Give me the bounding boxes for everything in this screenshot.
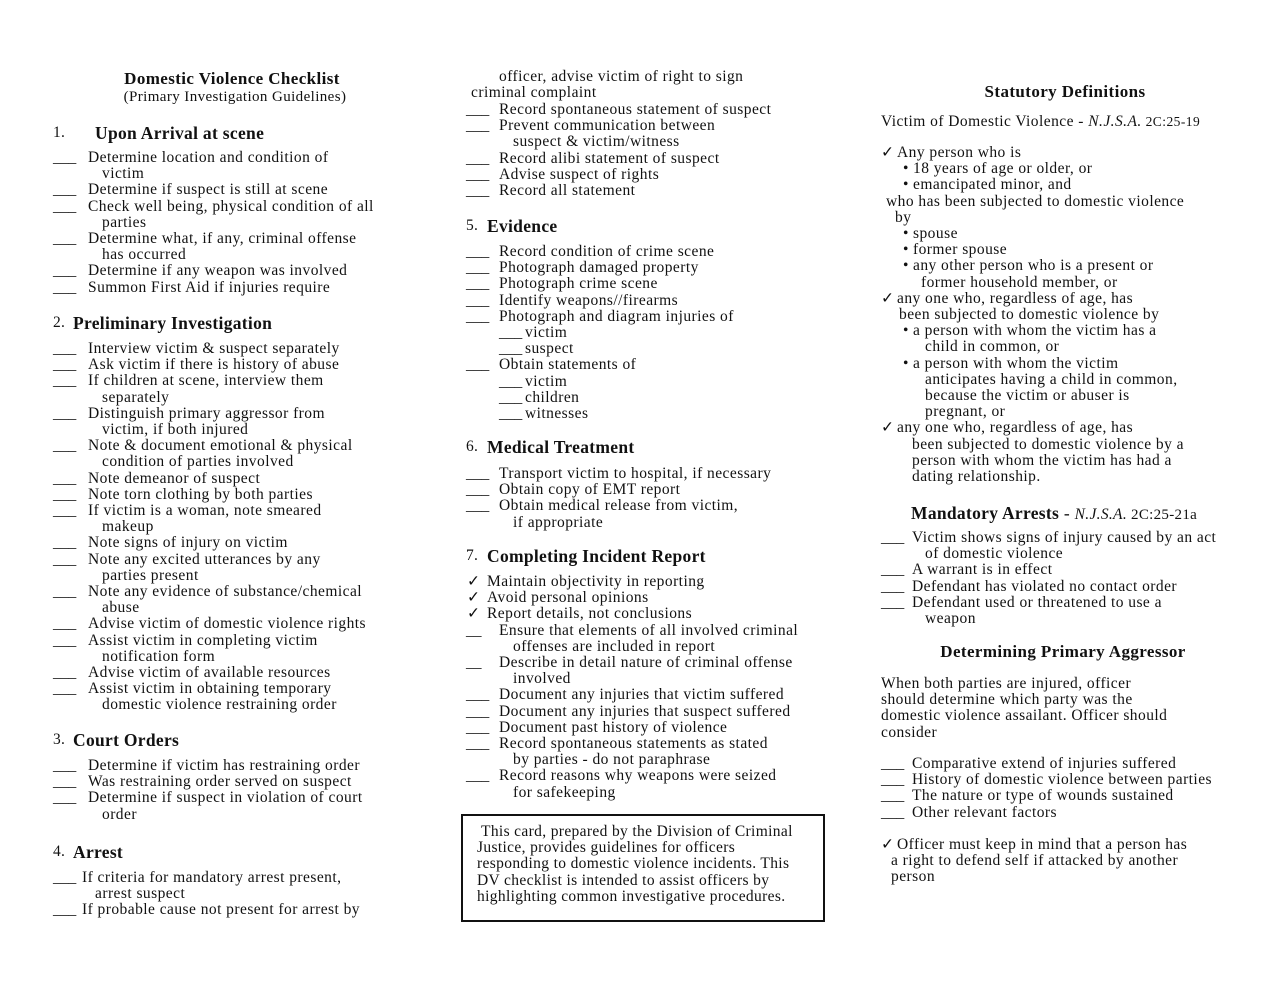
checkbox-blank[interactable]: ___ bbox=[53, 664, 77, 681]
section-heading: Preliminary Investigation bbox=[73, 313, 273, 333]
bullet-icon: • bbox=[903, 322, 909, 340]
checklist-item-text: Assist victim in completing victim bbox=[88, 631, 318, 649]
definition-text: who has been subjected to domestic violence bbox=[886, 192, 1185, 210]
checklist-item-text: Obtain copy of EMT report bbox=[499, 481, 681, 499]
checkbox-blank[interactable]: ___ bbox=[881, 787, 905, 805]
checkbox-blank[interactable]: ___ bbox=[53, 485, 77, 503]
checklist-item-text: Note signs of injury on victim bbox=[88, 534, 288, 552]
info-box-text: DV checklist is intended to assist officers by bbox=[477, 871, 770, 889]
page-title: Domestic Violence Checklist bbox=[124, 69, 340, 88]
checklist-item-text: Advise victim of domestic violence rights bbox=[88, 615, 367, 633]
info-box-text: highlighting common investigative procedures. bbox=[477, 887, 786, 905]
checklist-item-text: Advise victim of available resources bbox=[88, 664, 331, 681]
checklist-item-text: Advise suspect of rights bbox=[499, 165, 660, 183]
checkbox-blank[interactable]: ___ bbox=[53, 149, 77, 166]
note-text: Officer must keep in mind that a person has bbox=[897, 836, 1188, 853]
bullet-icon: • bbox=[903, 354, 909, 372]
checkbox-blank[interactable]: ___ bbox=[499, 405, 523, 422]
checkbox-blank[interactable]: ___ bbox=[466, 718, 490, 736]
checklist-subitem-text: children bbox=[525, 388, 580, 406]
checklist-item-text: Document any injuries that victim suffered bbox=[499, 686, 785, 704]
checkbox-blank[interactable]: ___ bbox=[466, 735, 490, 752]
checklist-item-text: Prevent communication between bbox=[499, 117, 716, 135]
checkbox-blank[interactable]: ___ bbox=[499, 340, 523, 358]
checkbox-blank[interactable]: ___ bbox=[466, 686, 490, 704]
checklist-item-text: arrest suspect bbox=[95, 885, 186, 903]
checkbox-blank[interactable]: ___ bbox=[53, 197, 77, 215]
checkbox-blank[interactable]: ___ bbox=[53, 615, 77, 633]
statute-citation: N.J.S.A. bbox=[1074, 506, 1127, 523]
checkbox-blank[interactable]: ___ bbox=[53, 773, 77, 791]
checklist-item-text: Transport victim to hospital, if necessary bbox=[499, 465, 772, 482]
checkbox-blank[interactable]: ___ bbox=[53, 356, 77, 374]
checklist-item-text: Record spontaneous statement of suspect bbox=[499, 101, 772, 118]
mandatory-arrests-heading bbox=[911, 503, 1197, 525]
checkbox-blank[interactable]: ___ bbox=[53, 404, 77, 422]
check-mark-icon: ✓ bbox=[881, 836, 894, 853]
checkbox-blank[interactable]: ___ bbox=[466, 497, 490, 515]
checklist-item-text: parties bbox=[102, 213, 147, 231]
checklist-item-text: Ensure that elements of all involved criminal bbox=[499, 621, 799, 639]
checkbox-blank[interactable]: ___ bbox=[53, 583, 77, 600]
section-heading: Completing Incident Report bbox=[487, 546, 706, 566]
checklist-item-text: Note demeanor of suspect bbox=[88, 469, 261, 487]
checklist-item-text: Defendant has violated no contact order bbox=[912, 577, 1178, 595]
checkbox-blank[interactable]: ___ bbox=[53, 789, 77, 807]
checklist-item-text: condition of parties involved bbox=[102, 453, 294, 471]
checklist-item-text: offenses are included in report bbox=[513, 637, 716, 655]
checklist-item-text: Determine what, if any, criminal offense bbox=[88, 230, 357, 247]
checklist-item-text: Record alibi statement of suspect bbox=[499, 149, 720, 167]
definition-text: a person with whom the victim has a bbox=[913, 322, 1157, 340]
checklist-item-text: The nature or type of wounds sustained bbox=[912, 787, 1174, 805]
definition-text: former household member, or bbox=[921, 273, 1118, 291]
definition-text: anticipates having a child in common, bbox=[925, 370, 1178, 388]
check-mark-icon: ✓ bbox=[467, 589, 480, 607]
section-number: 4. bbox=[53, 843, 66, 860]
checklist-subitem-text: victim bbox=[525, 372, 568, 390]
info-box-text: responding to domestic violence incidents. This bbox=[477, 855, 790, 873]
statute-code: 2C:25-19 bbox=[1141, 114, 1201, 129]
checklist-item-text: notification form bbox=[102, 647, 216, 665]
checklist-item-text: weapon bbox=[925, 610, 976, 627]
checklist-item-text: has occurred bbox=[102, 246, 187, 264]
check-mark-icon: ✓ bbox=[881, 289, 894, 307]
definitions-heading: Statutory Definitions bbox=[984, 82, 1146, 101]
checklist-item-text: Maintain objectivity in reporting bbox=[487, 573, 705, 590]
checklist-item-text: History of domestic violence between parties bbox=[912, 771, 1213, 789]
checklist-item-text: officer, advise victim of right to sign bbox=[499, 68, 744, 85]
checklist-item-text: Victim shows signs of injury caused by an act bbox=[912, 529, 1217, 546]
bullet-icon: • bbox=[903, 257, 909, 275]
definition-text: by bbox=[895, 208, 912, 226]
checklist-item-text: criminal complaint bbox=[471, 84, 597, 101]
bullet-icon: • bbox=[903, 241, 909, 259]
checkbox-blank[interactable]: ___ bbox=[53, 631, 77, 649]
checkbox-blank[interactable]: ___ bbox=[881, 755, 905, 772]
checkbox-blank[interactable]: ___ bbox=[466, 149, 490, 167]
checklist-item-text: Interview victim & suspect separately bbox=[88, 340, 340, 357]
note-text: person bbox=[891, 868, 936, 886]
checkbox-blank[interactable]: ___ bbox=[881, 529, 905, 546]
definition-text: because the victim or abuser is bbox=[925, 387, 1130, 404]
checkbox-blank[interactable]: ___ bbox=[466, 259, 490, 277]
checkbox-blank[interactable]: ___ bbox=[53, 262, 77, 280]
checkbox-blank[interactable]: ___ bbox=[881, 771, 905, 789]
checklist-item-text: Summon First Aid if injuries require bbox=[88, 278, 331, 296]
checkbox-blank[interactable]: __ bbox=[466, 621, 482, 639]
mandatory-arrests-title: Mandatory Arrests bbox=[911, 503, 1060, 523]
bullet-icon: • bbox=[903, 160, 909, 178]
section-heading: Medical Treatment bbox=[487, 437, 635, 457]
bullet-icon: • bbox=[903, 176, 909, 194]
section-number: 1. bbox=[53, 124, 66, 141]
definition-text: been subjected to domestic violence by bbox=[899, 306, 1160, 323]
section-number: 3. bbox=[53, 731, 66, 748]
definition-text: Any person who is bbox=[897, 144, 1022, 161]
checkbox-blank[interactable]: ___ bbox=[466, 275, 490, 293]
checkbox-blank[interactable]: ___ bbox=[466, 117, 490, 135]
checklist-subitem-text: witnesses bbox=[525, 405, 589, 422]
checklist-item-text: Determine if suspect is still at scene bbox=[88, 181, 329, 199]
checklist-item-text: Photograph crime scene bbox=[499, 275, 658, 293]
checklist-item-text: parties present bbox=[102, 566, 199, 584]
checklist-item-text: If probable cause not present for arrest by bbox=[82, 901, 361, 919]
checklist-item-text: Distinguish primary aggressor from bbox=[88, 404, 325, 422]
checkbox-blank[interactable]: ___ bbox=[466, 165, 490, 183]
checkbox-blank[interactable]: ___ bbox=[53, 372, 77, 390]
checkbox-blank[interactable]: ___ bbox=[53, 181, 77, 199]
paragraph-text: When both parties are injured, officer bbox=[881, 675, 1132, 692]
definition-text: any one who, regardless of age, has bbox=[897, 419, 1134, 437]
checklist-item-text: Determine if any weapon was involved bbox=[88, 262, 348, 280]
checkbox-blank[interactable]: ___ bbox=[881, 803, 905, 821]
checklist-item-text: if appropriate bbox=[513, 513, 604, 531]
checklist-item-text: domestic violence restraining order bbox=[102, 696, 337, 714]
checklist-item-text: suspect & victim/witness bbox=[513, 133, 680, 151]
check-mark-icon: ✓ bbox=[467, 605, 480, 623]
check-mark-icon: ✓ bbox=[881, 144, 894, 161]
definition-text: former spouse bbox=[913, 241, 1008, 259]
checklist-item-text: Record all statement bbox=[499, 182, 636, 199]
checklist-item-text: Determine if suspect in violation of court bbox=[88, 789, 363, 807]
checklist-item-text: Defendant used or threatened to use a bbox=[912, 593, 1162, 611]
statute-citation: N.J.S.A. bbox=[1088, 113, 1142, 130]
check-mark-icon: ✓ bbox=[881, 419, 894, 437]
checklist-item-text: victim, if both injured bbox=[102, 421, 249, 438]
checkbox-blank[interactable]: ___ bbox=[53, 550, 77, 568]
checklist-item-text: Determine if victim has restraining order bbox=[88, 757, 360, 774]
checkbox-blank[interactable]: ___ bbox=[499, 372, 523, 390]
checklist-item-text: Note torn clothing by both parties bbox=[88, 485, 313, 503]
checklist-item-text: Assist victim in obtaining temporary bbox=[88, 680, 332, 698]
checklist-item-text: Check well being, physical condition of all bbox=[88, 197, 374, 215]
checklist-item-text: Ask victim if there is history of abuse bbox=[88, 356, 340, 374]
primary-aggressor-heading: Determining Primary Aggressor bbox=[940, 642, 1186, 661]
checkbox-blank[interactable]: ___ bbox=[466, 101, 490, 118]
checkbox-blank[interactable]: ___ bbox=[53, 901, 77, 919]
bullet-icon: • bbox=[903, 225, 909, 242]
definition-text: any one who, regardless of age, has bbox=[897, 289, 1134, 307]
section-heading: Court Orders bbox=[73, 730, 180, 750]
section-number: 2. bbox=[53, 314, 66, 331]
checklist-item-text: by parties - do not paraphrase bbox=[513, 751, 711, 769]
checklist-item-text: If victim is a woman, note smeared bbox=[88, 502, 322, 519]
checkbox-blank[interactable]: ___ bbox=[53, 278, 77, 296]
checklist-item-text: Photograph and diagram injuries of bbox=[499, 307, 734, 325]
definition-text: person with whom the victim has had a bbox=[912, 451, 1172, 469]
checkbox-blank[interactable]: ___ bbox=[53, 869, 77, 886]
checklist-subitem-text: suspect bbox=[525, 340, 574, 358]
checklist-item-text: of domestic violence bbox=[925, 545, 1064, 563]
victim-definition-label bbox=[881, 113, 1200, 131]
checkbox-blank[interactable]: ___ bbox=[499, 324, 523, 341]
checklist-item-text: abuse bbox=[102, 599, 140, 617]
checkbox-blank[interactable]: ___ bbox=[53, 757, 77, 774]
checklist-subitem-text: victim bbox=[525, 324, 568, 341]
definition-text: 18 years of age or older, or bbox=[913, 160, 1093, 178]
checklist-item-text: Describe in detail nature of criminal offense bbox=[499, 654, 793, 671]
definition-text: emancipated minor, and bbox=[913, 176, 1072, 194]
checkbox-blank[interactable]: ___ bbox=[466, 356, 490, 374]
checkbox-blank[interactable]: ___ bbox=[53, 469, 77, 487]
checkbox-blank[interactable]: ___ bbox=[881, 561, 905, 579]
statute-code: 2C:25-21a bbox=[1127, 507, 1198, 523]
checklist-item-text: involved bbox=[513, 670, 571, 688]
checklist-item-text: A warrant is in effect bbox=[912, 561, 1053, 579]
note-text: a right to defend self if attacked by another bbox=[891, 852, 1179, 870]
section-number: 6. bbox=[466, 438, 479, 455]
section-number: 7. bbox=[466, 547, 479, 564]
checklist-item-text: order bbox=[102, 805, 137, 823]
checkbox-blank[interactable]: ___ bbox=[466, 465, 490, 482]
definition-text: been subjected to domestic violence by a bbox=[912, 435, 1184, 453]
checkbox-blank[interactable]: ___ bbox=[466, 307, 490, 325]
victim-label-text: Victim of Domestic Violence - bbox=[881, 113, 1089, 130]
checklist-item-text: If children at scene, interview them bbox=[88, 372, 324, 390]
checklist-item-text: makeup bbox=[102, 518, 154, 536]
checklist-item-text: Avoid personal opinions bbox=[487, 589, 649, 607]
checkbox-blank[interactable]: ___ bbox=[499, 388, 523, 406]
checkbox-blank[interactable]: ___ bbox=[53, 680, 77, 698]
section-number: 5. bbox=[466, 217, 479, 234]
checkbox-blank[interactable]: ___ bbox=[881, 577, 905, 595]
check-mark-icon: ✓ bbox=[467, 573, 480, 590]
checklist-item-text: for safekeeping bbox=[513, 783, 616, 801]
definition-text: any other person who is a present or bbox=[913, 257, 1154, 275]
checkbox-blank[interactable]: ___ bbox=[53, 437, 77, 455]
checkbox-blank[interactable]: ___ bbox=[466, 481, 490, 499]
checklist-item-text: Identify weapons//firearms bbox=[499, 291, 679, 309]
section-heading: Arrest bbox=[73, 842, 124, 862]
checkbox-blank[interactable]: ___ bbox=[53, 502, 77, 519]
checklist-item-text: If criteria for mandatory arrest present, bbox=[82, 869, 342, 886]
checklist-item-text: separately bbox=[102, 388, 170, 406]
definition-text: pregnant, or bbox=[925, 403, 1006, 421]
checklist-item-text: Document any injuries that suspect suffered bbox=[499, 702, 791, 720]
checklist-item-text: Obtain medical release from victim, bbox=[499, 497, 739, 515]
checklist-item-text: Note & document emotional & physical bbox=[88, 437, 353, 455]
info-box-text: This card, prepared by the Division of Criminal bbox=[481, 823, 793, 840]
checklist-item-text: Report details, not conclusions bbox=[487, 605, 693, 623]
definition-text: child in common, or bbox=[925, 338, 1060, 356]
checkbox-blank[interactable]: ___ bbox=[53, 230, 77, 247]
page-subtitle: (Primary Investigation Guidelines) bbox=[123, 89, 347, 105]
checklist-item-text: Obtain statements of bbox=[499, 356, 637, 374]
checkbox-blank[interactable]: ___ bbox=[881, 593, 905, 611]
checklist-item-text: victim bbox=[102, 165, 145, 183]
section-heading: Upon Arrival at scene bbox=[95, 123, 265, 143]
checkbox-blank[interactable]: ___ bbox=[466, 243, 490, 260]
checkbox-blank[interactable]: ___ bbox=[466, 767, 490, 785]
checkbox-blank[interactable]: ___ bbox=[466, 702, 490, 720]
checklist-item-text: Document past history of violence bbox=[499, 718, 728, 736]
checklist-item-text: Determine location and condition of bbox=[88, 149, 329, 166]
definition-text: a person with whom the victim bbox=[913, 354, 1119, 372]
definition-text: spouse bbox=[913, 225, 958, 242]
checkbox-blank[interactable]: __ bbox=[466, 654, 482, 671]
checklist-item-text: Record condition of crime scene bbox=[499, 243, 715, 260]
checklist-item-text: Other relevant factors bbox=[912, 803, 1058, 821]
checklist-item-text: Photograph damaged property bbox=[499, 259, 699, 277]
checklist-item-text: Note any evidence of substance/chemical bbox=[88, 583, 363, 600]
checklist-item-text: Was restraining order served on suspect bbox=[88, 773, 352, 791]
checklist-item-text: Comparative extend of injuries suffered bbox=[912, 755, 1177, 772]
checkbox-blank[interactable]: ___ bbox=[53, 340, 77, 357]
paragraph-text: consider bbox=[881, 723, 938, 741]
definition-text: dating relationship. bbox=[912, 468, 1041, 485]
checkbox-blank[interactable]: ___ bbox=[53, 534, 77, 552]
checklist-item-text: Note any excited utterances by any bbox=[88, 550, 321, 568]
paragraph-text: domestic violence assailant. Officer should bbox=[881, 707, 1168, 725]
checklist-item-text: Record spontaneous statements as stated bbox=[499, 735, 768, 752]
paragraph-text: should determine which party was the bbox=[881, 691, 1133, 709]
section-heading: Evidence bbox=[487, 216, 558, 236]
checkbox-blank[interactable]: ___ bbox=[466, 182, 490, 199]
checkbox-blank[interactable]: ___ bbox=[466, 291, 490, 309]
statute-prefix: - bbox=[1059, 503, 1075, 523]
checklist-item-text: Record reasons why weapons were seized bbox=[499, 767, 777, 785]
info-box-text: Justice, provides guidelines for officers bbox=[477, 839, 736, 857]
